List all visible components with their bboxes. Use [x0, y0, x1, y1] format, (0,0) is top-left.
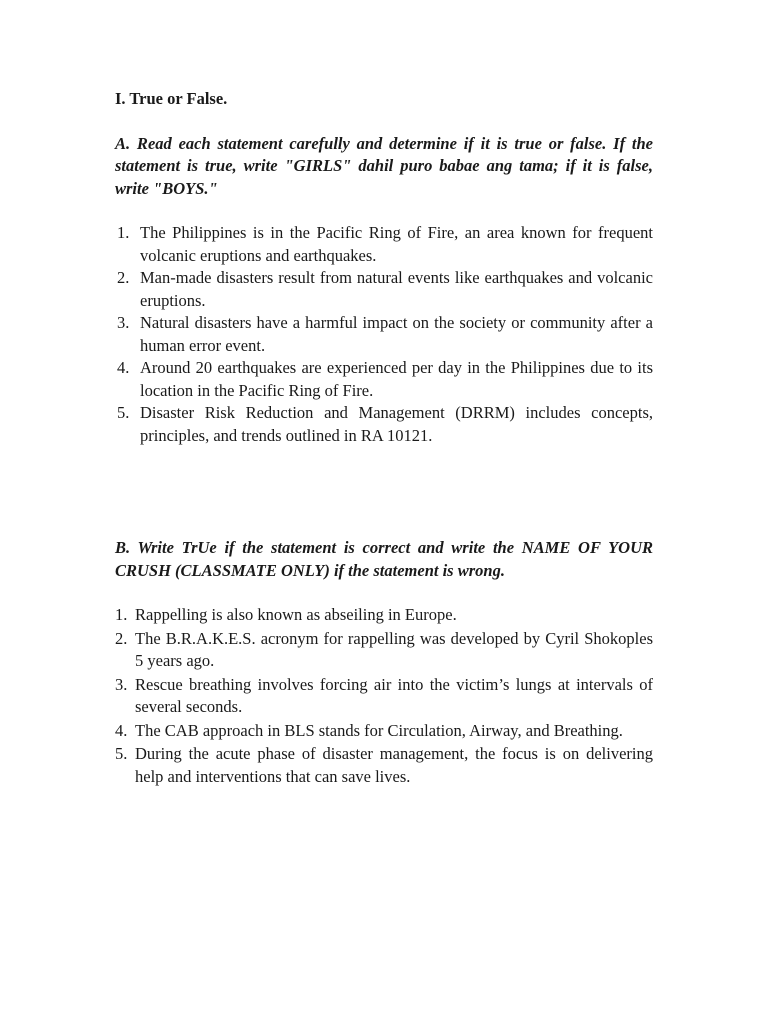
item-number: 3. — [115, 674, 128, 694]
list-item — [115, 604, 653, 627]
item-text: The Philippines is in the Pacific Ring of Fire, an area known for frequent volcanic eruptions and earthquakes. — [140, 223, 653, 265]
item-text: Rescue breathing involves forcing air into the victim’s lungs at intervals of several seconds. — [135, 674, 653, 716]
list-item — [115, 743, 653, 788]
item-number: 2. — [115, 628, 128, 648]
item-number: 5. — [115, 744, 128, 763]
item-number: 5. — [117, 403, 130, 422]
item-text: Around 20 earthquakes are experienced per day in the Philippines due to its location in the Pacific Ring of Fire. — [140, 358, 653, 400]
item-text: The B.R.A.K.E.S. acronym for rappelling was developed by Cyril Shokoples 5 years ago. — [135, 628, 653, 670]
document-page — [115, 88, 653, 789]
item-number: 4. — [115, 720, 128, 740]
item-text: The CAB approach in BLS stands for Circulation, Airway, and Breathing. — [135, 720, 623, 740]
item-number: 3. — [117, 313, 130, 332]
statement-list-a — [115, 222, 653, 447]
item-number: 1. — [117, 223, 130, 242]
list-item — [115, 222, 653, 267]
list-item — [115, 720, 653, 743]
list-item — [115, 402, 653, 447]
instruction-b: B. Write TrUe if the statement is correct and write the NAME OF YOUR CRUSH (CLASSMATE ONLY) if the statement is wrong. — [115, 538, 653, 580]
item-number: 4. — [117, 358, 130, 377]
item-text: Man-made disasters result from natural events like earthquakes and volcanic eruptions. — [140, 268, 653, 310]
list-item — [115, 674, 653, 719]
item-text: Natural disasters have a harmful impact on the society or community after a human error event. — [140, 313, 653, 355]
instruction-a: A. Read each statement carefully and determine if it is true or false. If the statement is true, write "GIRLS" dahil puro babae ang tama; if it is false, write "BOYS." — [115, 133, 653, 198]
item-text: Rappelling is also known as abseiling in Europe. — [135, 605, 457, 624]
statement-list-b — [115, 604, 653, 788]
list-item — [115, 357, 653, 402]
section-heading: I. True or False. — [115, 89, 228, 108]
item-number: 2. — [117, 268, 130, 287]
item-number: 1. — [115, 605, 128, 624]
list-item — [115, 267, 653, 312]
list-item — [115, 312, 653, 357]
list-item — [115, 628, 653, 673]
item-text: Disaster Risk Reduction and Management (DRRM) includes concepts, principles, and trends outlined in RA 10121. — [140, 403, 653, 445]
item-text: During the acute phase of disaster management, the focus is on delivering help and interventions that can save lives. — [135, 744, 653, 786]
